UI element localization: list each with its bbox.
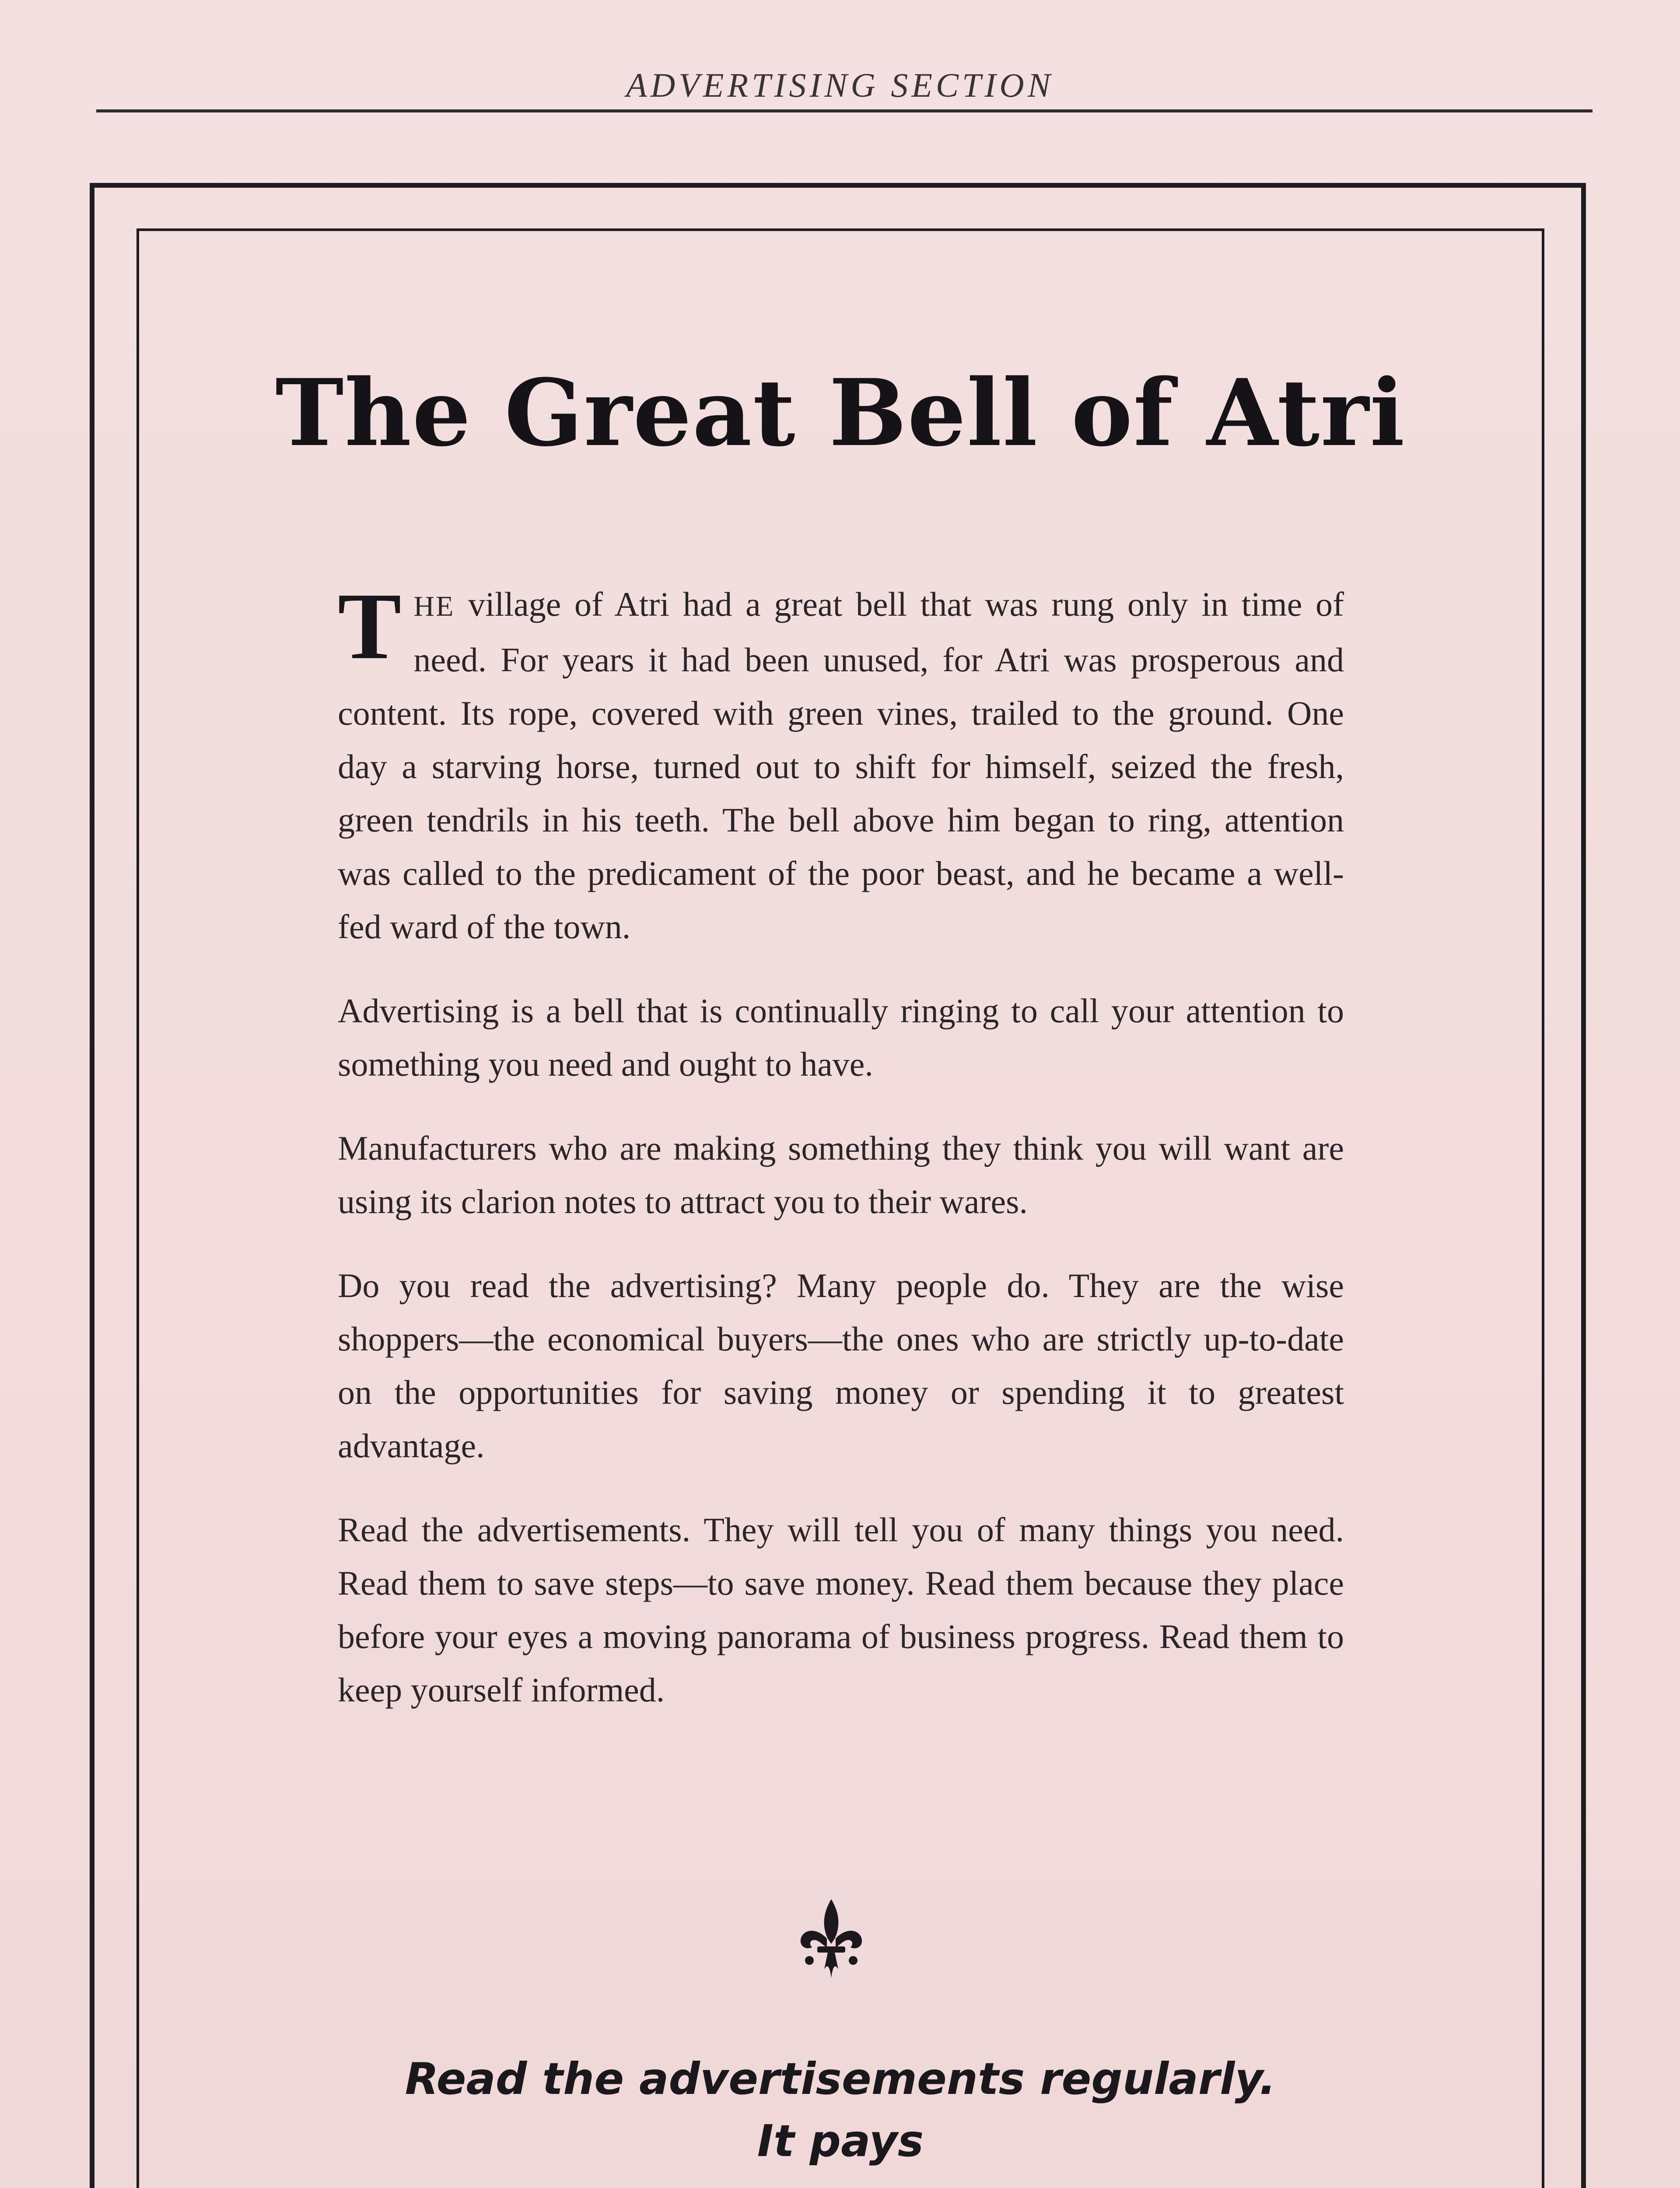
fleur-de-lis-ornament-icon	[796, 1895, 866, 1982]
tagline-line-2: It pays	[757, 2115, 924, 2167]
ad-title: The Great Bell of Atri	[275, 359, 1406, 467]
paragraph-1-lead: HE	[413, 590, 455, 622]
paragraph-1-text: village of Atri had a great bell that was rung only in time of need. For years it had been unused, for Atri was prosperous and content. Its rope, covered with green vines, trailed to the ground. One day a starving horse, turned out to shift for himself, seized the fresh, green tendrils in his teeth. The bell above him began to ring, attention was called to the predicament of the poor beast, and he became a well-fed ward of the town.	[338, 585, 1344, 946]
header-rule	[96, 109, 1592, 112]
ad-body	[338, 574, 1344, 1747]
paragraph-2: Advertising is a bell that is continually ringing to call your attention to something you need and ought to have.	[338, 992, 1344, 1083]
running-head: ADVERTISING SECTION	[626, 66, 1054, 104]
drop-cap: T	[338, 574, 402, 679]
paragraph-5: Read the advertisements. They will tell you of many things you need. Read them to save steps—to save money. Read them because they place before your eyes a moving panorama of business progress. Read them to keep yourself informed.	[338, 1511, 1344, 1709]
tagline	[136, 2048, 1544, 2172]
tagline-line-1: Read the advertisements regularly.	[405, 2053, 1276, 2104]
paragraph-4: Do you read the advertising? Many people do. They are the wise shoppers—the economical buyers—the ones who are strictly up-to-date on the opportunities for saving money or spending it to greatest advantage.	[338, 1266, 1344, 1465]
paragraph-3: Manufacturers who are making something they think you will want are using its clarion notes to attract you to their wares.	[338, 1129, 1344, 1220]
paragraph-1	[338, 574, 1344, 954]
